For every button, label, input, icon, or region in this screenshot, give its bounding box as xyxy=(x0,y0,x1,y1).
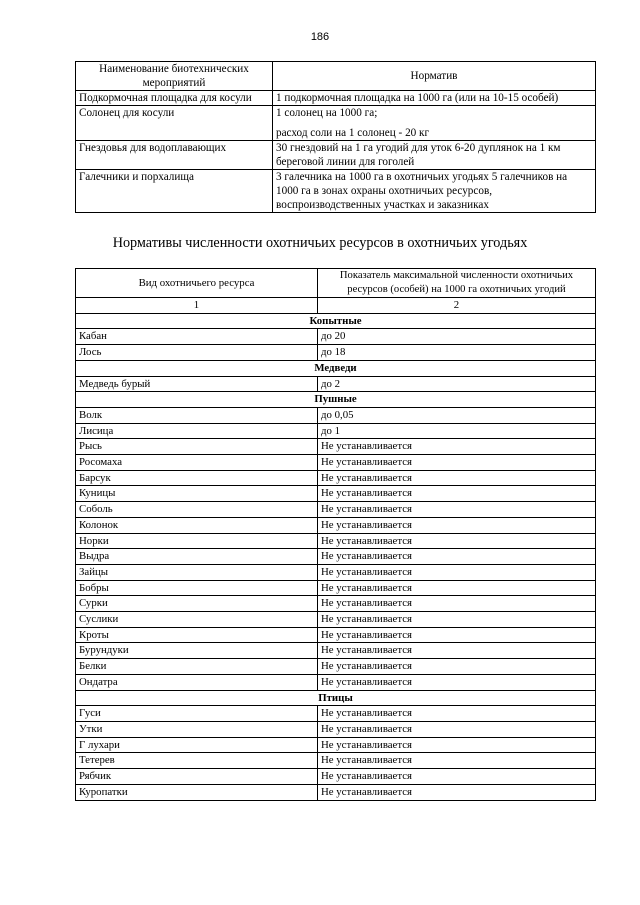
species-name: Сурки xyxy=(76,596,318,612)
max-number-value: Не устанавливается xyxy=(318,580,596,596)
species-name: Белки xyxy=(76,659,318,675)
group-row xyxy=(76,690,596,706)
max-number-value: Не устанавливается xyxy=(318,470,596,486)
table-row xyxy=(76,329,596,345)
species-name: Гуси xyxy=(76,706,318,722)
table-row xyxy=(76,549,596,565)
norm-line: 30 гнездовий на 1 га угодий для уток 6-20 дуплянок на 1 км береговой линии для гоголей xyxy=(276,142,561,168)
table1-header-norm: Норматив xyxy=(273,62,596,91)
group-row xyxy=(76,392,596,408)
max-number-value: Не устанавливается xyxy=(318,612,596,628)
max-number-value: Не устанавливается xyxy=(318,486,596,502)
measure-name: Подкормочная площадка для косули xyxy=(76,91,273,106)
norm-line: 3 галечника на 1000 га в охотничьих угодьях 5 галечников на 1000 га в зонах охраны охотничьих ресурсов, воспроизводственных участках и заказниках xyxy=(276,171,568,211)
max-number-value: Не устанавливается xyxy=(318,674,596,690)
group-name: Медведи xyxy=(76,360,596,376)
table-row xyxy=(76,643,596,659)
max-number-value: Не устанавливается xyxy=(318,517,596,533)
table-row xyxy=(76,737,596,753)
species-name: Выдра xyxy=(76,549,318,565)
table2-column-number-2: 2 xyxy=(318,298,596,314)
table-row xyxy=(76,596,596,612)
biotechnical-measures-table xyxy=(75,61,596,213)
norm-line: расход соли на 1 солонец - 20 кг xyxy=(276,127,430,139)
page-number: 186 xyxy=(310,31,330,43)
group-row xyxy=(76,313,596,329)
max-number-value: Не устанавливается xyxy=(318,659,596,675)
species-name: Куницы xyxy=(76,486,318,502)
max-number-value: Не устанавливается xyxy=(318,753,596,769)
max-number-value: Не устанавливается xyxy=(318,502,596,518)
table-row xyxy=(76,769,596,785)
species-name: Суслики xyxy=(76,612,318,628)
species-name: Медведь бурый xyxy=(76,376,318,392)
table-row xyxy=(76,345,596,361)
table-row xyxy=(76,612,596,628)
table-row xyxy=(76,502,596,518)
max-number-value: до 20 xyxy=(318,329,596,345)
table2-header-max-number: Показатель максимальной численности охотничьих ресурсов (особей) на 1000 га охотничьих угодий xyxy=(318,269,596,298)
species-name: Колонок xyxy=(76,517,318,533)
species-name: Кроты xyxy=(76,627,318,643)
measure-norm xyxy=(273,141,596,170)
max-number-value: Не устанавливается xyxy=(318,455,596,471)
max-number-value: Не устанавливается xyxy=(318,533,596,549)
max-number-value: Не устанавливается xyxy=(318,549,596,565)
measure-name: Солонец для косули xyxy=(76,106,273,141)
species-name: Бурундуки xyxy=(76,643,318,659)
table1-header-measure: Наименование биотехнических мероприятий xyxy=(76,62,273,91)
species-name: Куропатки xyxy=(76,784,318,800)
table-row xyxy=(76,674,596,690)
table2-column-number-1: 1 xyxy=(76,298,318,314)
norm-line: 1 подкормочная площадка на 1000 га (или на 10-15 особей) xyxy=(276,92,559,104)
species-name: Норки xyxy=(76,533,318,549)
species-name: Ондатра xyxy=(76,674,318,690)
table-row xyxy=(76,376,596,392)
table-row xyxy=(76,706,596,722)
table1-row xyxy=(76,91,596,106)
max-number-value: Не устанавливается xyxy=(318,784,596,800)
max-number-value: до 18 xyxy=(318,345,596,361)
table1-row xyxy=(76,141,596,170)
species-name: Бобры xyxy=(76,580,318,596)
species-name: Волк xyxy=(76,407,318,423)
section-title: Нормативы численности охотничьих ресурсов в охотничьих угодьях xyxy=(112,235,528,251)
measure-name: Гнездовья для водоплавающих xyxy=(76,141,273,170)
table-row xyxy=(76,423,596,439)
table-row xyxy=(76,517,596,533)
max-number-value: Не устанавливается xyxy=(318,769,596,785)
table-row xyxy=(76,486,596,502)
group-row xyxy=(76,360,596,376)
species-name: Тетерев xyxy=(76,753,318,769)
table-row xyxy=(76,455,596,471)
max-number-value: до 1 xyxy=(318,423,596,439)
table-row xyxy=(76,753,596,769)
table-row xyxy=(76,564,596,580)
species-name: Рябчик xyxy=(76,769,318,785)
max-number-value: Не устанавливается xyxy=(318,564,596,580)
species-name: Лось xyxy=(76,345,318,361)
max-number-value: Не устанавливается xyxy=(318,643,596,659)
max-number-value: Не устанавливается xyxy=(318,721,596,737)
measure-norm xyxy=(273,91,596,106)
species-name: Росомаха xyxy=(76,455,318,471)
species-name: Соболь xyxy=(76,502,318,518)
table-row xyxy=(76,659,596,675)
species-name: Рысь xyxy=(76,439,318,455)
max-number-value: Не устанавливается xyxy=(318,737,596,753)
species-name: Зайцы xyxy=(76,564,318,580)
species-name: Лисица xyxy=(76,423,318,439)
table2-header-row xyxy=(76,269,596,298)
max-number-value: до 2 xyxy=(318,376,596,392)
group-name: Копытные xyxy=(76,313,596,329)
max-number-value: Не устанавливается xyxy=(318,596,596,612)
group-name: Пушные xyxy=(76,392,596,408)
species-name: Г лухари xyxy=(76,737,318,753)
max-number-value: Не устанавливается xyxy=(318,439,596,455)
table-row xyxy=(76,439,596,455)
max-number-value: до 0,05 xyxy=(318,407,596,423)
table-row xyxy=(76,533,596,549)
table-row xyxy=(76,470,596,486)
table2-column-numbers-row xyxy=(76,298,596,314)
max-number-value: Не устанавливается xyxy=(318,627,596,643)
measure-norm xyxy=(273,170,596,213)
table1-row xyxy=(76,170,596,213)
norm-line: 1 солонец на 1000 га; xyxy=(276,107,378,119)
group-name: Птицы xyxy=(76,690,596,706)
table-row xyxy=(76,407,596,423)
table-row xyxy=(76,784,596,800)
table-row xyxy=(76,580,596,596)
max-number-value: Не устанавливается xyxy=(318,706,596,722)
measure-norm xyxy=(273,106,596,141)
table-row xyxy=(76,627,596,643)
table1-row xyxy=(76,106,596,141)
table2-header-species: Вид охотничьего ресурса xyxy=(76,269,318,298)
species-name: Утки xyxy=(76,721,318,737)
measure-name: Галечники и порхалища xyxy=(76,170,273,213)
species-name: Кабан xyxy=(76,329,318,345)
population-norms-table xyxy=(75,268,596,801)
table1-header-row xyxy=(76,62,596,91)
species-name: Барсук xyxy=(76,470,318,486)
table-row xyxy=(76,721,596,737)
